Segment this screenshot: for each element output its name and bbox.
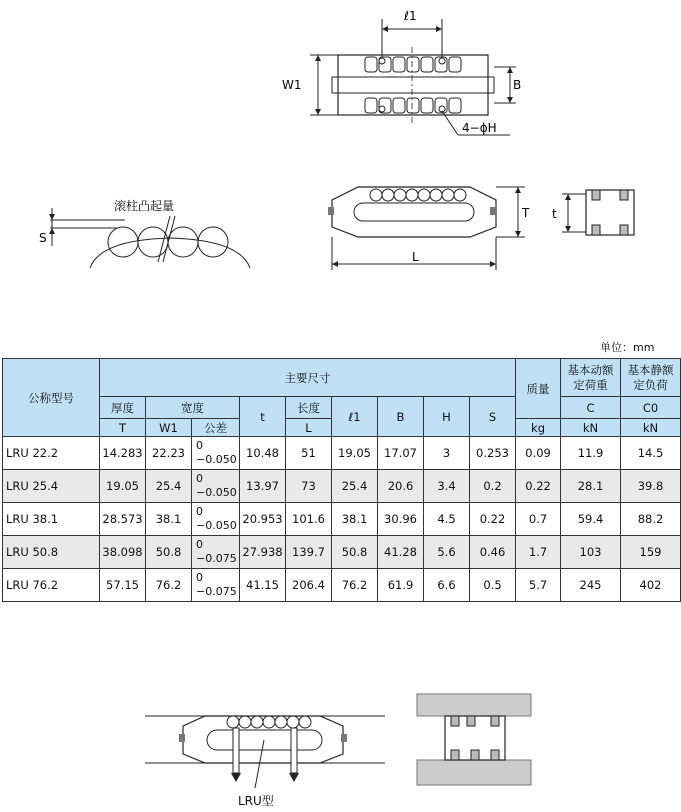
- unit-label: 单位：mm: [600, 341, 655, 354]
- cell-kg: 0.09: [516, 437, 561, 470]
- head-s: S: [470, 397, 516, 437]
- cell-w1: 76.2: [146, 569, 192, 602]
- cell-c: 28.1: [561, 470, 621, 503]
- cell-t: 28.573: [100, 503, 146, 536]
- cell-kg: 0.22: [516, 470, 561, 503]
- tolerance-upper: 0: [196, 472, 203, 485]
- cell-h: 3: [424, 437, 470, 470]
- cell-h: 5.6: [424, 536, 470, 569]
- roller-s-label: S: [39, 231, 47, 245]
- spec-table: [2, 358, 681, 602]
- head-mass: 质量: [516, 359, 561, 419]
- cell-t: 41.15: [240, 569, 286, 602]
- cell-s: 0.22: [470, 503, 516, 536]
- head-model: 公称型号: [3, 359, 100, 437]
- tolerance-lower: −0.050: [196, 453, 237, 466]
- head-T: T: [100, 419, 146, 437]
- head-b: B: [378, 397, 424, 437]
- cell-c: 59.4: [561, 503, 621, 536]
- top-l1-label: ℓ1: [404, 9, 417, 23]
- head-kn2: kN: [621, 419, 681, 437]
- cell-c: 103: [561, 536, 621, 569]
- installation-diagram: [145, 700, 390, 795]
- cell-l1: 25.4: [332, 470, 378, 503]
- cell-h: 3.4: [424, 470, 470, 503]
- head-main-dims: 主要尺寸: [100, 359, 516, 397]
- tolerance-cell: [192, 503, 240, 536]
- cell-b: 20.6: [378, 470, 424, 503]
- cell-t: 38.098: [100, 536, 146, 569]
- cell-l1: 50.8: [332, 536, 378, 569]
- table-row: [3, 470, 681, 503]
- roller-title: 滚柱凸起量: [114, 199, 175, 213]
- end-t-label: t: [552, 207, 557, 221]
- top-hole-label: 4−ϕH: [462, 121, 497, 135]
- head-length: 长度: [286, 397, 332, 419]
- cell-kg: 5.7: [516, 569, 561, 602]
- tolerance-lower: −0.050: [196, 519, 237, 532]
- head-l1: ℓ1: [332, 397, 378, 437]
- head-tol: 公差: [192, 419, 240, 437]
- head-t: t: [240, 397, 286, 437]
- model-cell: LRU 50.8: [3, 536, 100, 569]
- head-width: 宽度: [146, 397, 240, 419]
- head-L: L: [286, 419, 332, 437]
- tolerance-upper: 0: [196, 538, 203, 551]
- cell-c0: 14.5: [621, 437, 681, 470]
- cell-w1: 22.23: [146, 437, 192, 470]
- cell-l1: 38.1: [332, 503, 378, 536]
- table-row: [3, 536, 681, 569]
- cell-b: 61.9: [378, 569, 424, 602]
- cell-l: 51: [286, 437, 332, 470]
- cell-b: 30.96: [378, 503, 424, 536]
- roller-protrusion-diagram: [30, 190, 260, 280]
- cell-t: 14.283: [100, 437, 146, 470]
- tolerance-cell: [192, 569, 240, 602]
- head-dyn-load: 基本动额定荷重: [561, 359, 621, 397]
- installation-end-diagram: [415, 692, 535, 787]
- head-kg: kg: [516, 419, 561, 437]
- top-b-label: B: [513, 78, 522, 92]
- head-kn1: kN: [561, 419, 621, 437]
- bottom-caption: LRU型: [238, 794, 274, 808]
- table-row: [3, 503, 681, 536]
- table-row: [3, 569, 681, 602]
- tolerance-cell: [192, 470, 240, 503]
- tolerance-upper: 0: [196, 571, 203, 584]
- cell-t: 20.953: [240, 503, 286, 536]
- end-view-diagram: [548, 180, 648, 250]
- cell-l: 73: [286, 470, 332, 503]
- cell-s: 0.253: [470, 437, 516, 470]
- side-l-label: L: [412, 250, 419, 264]
- cell-c0: 88.2: [621, 503, 681, 536]
- top-w1-label: W1: [282, 78, 302, 92]
- cell-s: 0.5: [470, 569, 516, 602]
- model-cell: LRU 76.2: [3, 569, 100, 602]
- tolerance-upper: 0: [196, 505, 203, 518]
- tolerance-cell: [192, 536, 240, 569]
- cell-t: 27.938: [240, 536, 286, 569]
- cell-c: 11.9: [561, 437, 621, 470]
- cell-w1: 50.8: [146, 536, 192, 569]
- model-cell: LRU 25.4: [3, 470, 100, 503]
- tolerance-lower: −0.075: [196, 552, 237, 565]
- cell-t: 13.97: [240, 470, 286, 503]
- tolerance-upper: 0: [196, 439, 203, 452]
- head-w1: W1: [146, 419, 192, 437]
- cell-c0: 402: [621, 569, 681, 602]
- head-thickness: 厚度: [100, 397, 146, 419]
- cell-h: 4.5: [424, 503, 470, 536]
- cell-l1: 76.2: [332, 569, 378, 602]
- model-cell: LRU 38.1: [3, 503, 100, 536]
- head-c: C: [561, 397, 621, 419]
- table-row: [3, 437, 681, 470]
- cell-s: 0.46: [470, 536, 516, 569]
- cell-c0: 159: [621, 536, 681, 569]
- side-t-label: T: [522, 206, 530, 220]
- head-c0: C0: [621, 397, 681, 419]
- cell-t: 10.48: [240, 437, 286, 470]
- head-static-load: 基本静额定负荷: [621, 359, 681, 397]
- head-h: H: [424, 397, 470, 437]
- side-view-diagram: [320, 175, 540, 275]
- cell-kg: 1.7: [516, 536, 561, 569]
- cell-l: 206.4: [286, 569, 332, 602]
- cell-l: 101.6: [286, 503, 332, 536]
- cell-w1: 38.1: [146, 503, 192, 536]
- model-cell: LRU 22.2: [3, 437, 100, 470]
- cell-c0: 39.8: [621, 470, 681, 503]
- cell-s: 0.2: [470, 470, 516, 503]
- cell-w1: 25.4: [146, 470, 192, 503]
- top-view-diagram: [270, 5, 530, 145]
- cell-b: 17.07: [378, 437, 424, 470]
- cell-t: 19.05: [100, 470, 146, 503]
- tolerance-lower: −0.050: [196, 486, 237, 499]
- cell-c: 245: [561, 569, 621, 602]
- cell-b: 41.28: [378, 536, 424, 569]
- cell-h: 6.6: [424, 569, 470, 602]
- cell-l1: 19.05: [332, 437, 378, 470]
- tolerance-lower: −0.075: [196, 585, 237, 598]
- tolerance-cell: [192, 437, 240, 470]
- cell-kg: 0.7: [516, 503, 561, 536]
- cell-l: 139.7: [286, 536, 332, 569]
- cell-t: 57.15: [100, 569, 146, 602]
